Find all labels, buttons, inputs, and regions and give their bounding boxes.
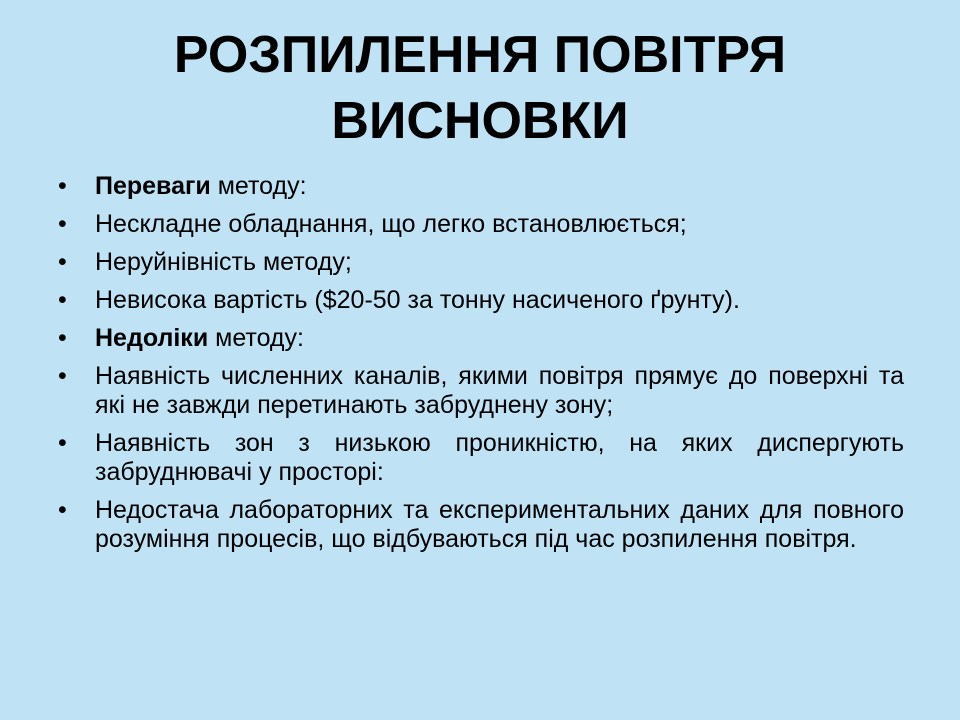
- bullet-marker: •: [58, 248, 67, 276]
- bullet-marker: •: [58, 210, 67, 238]
- bullet-text: Недостача лабораторних та експериментальних даних для повного розуміння процесів, що відбуваються під час розпилення повітря.: [95, 496, 904, 553]
- bullet-text: Невисока вартість ($20-50 за тонну насиченого ґрунту).: [95, 286, 740, 314]
- bullet-disadvantages-heading: [58, 324, 904, 353]
- bullet-channels: [58, 362, 904, 420]
- bullet-low-cost: [58, 286, 904, 315]
- bullet-marker: •: [58, 286, 67, 314]
- bullet-text: Нескладне обладнання, що легко встановлюється;: [95, 210, 687, 238]
- title-line-2: ВИСНОВКИ: [331, 92, 629, 150]
- title-line-1: РОЗПИЛЕННЯ ПОВІТРЯ: [173, 26, 787, 84]
- bullet-marker: •: [58, 496, 67, 524]
- bullet-marker: •: [58, 429, 67, 457]
- bullet-text: Неруйнівність методу;: [95, 248, 352, 276]
- bullet-non-destructive: [58, 248, 904, 277]
- bullet-marker: •: [58, 362, 67, 390]
- bullet-marker: •: [58, 324, 67, 352]
- advantages-label: Переваги: [95, 172, 211, 200]
- slide-title: [0, 22, 960, 154]
- bullet-text: методу:: [208, 324, 304, 352]
- bullet-simple-equipment: [58, 210, 904, 239]
- disadvantages-label: Недоліки: [95, 324, 209, 352]
- bullet-low-permeability: [58, 429, 904, 487]
- bullet-marker: •: [58, 172, 67, 200]
- bullet-text: методу:: [210, 172, 307, 200]
- bullet-lack-of-data: [58, 496, 904, 554]
- bullet-list: [58, 172, 904, 563]
- bullet-text: Наявність зон з низькою проникністю, на яких диспергують забруднювачі у просторі:: [95, 429, 904, 486]
- bullet-advantages-heading: [58, 172, 904, 201]
- bullet-text: Наявність численних каналів, якими повітря прямує до поверхні та які не завжди перетинають забруднену зону;: [95, 362, 904, 419]
